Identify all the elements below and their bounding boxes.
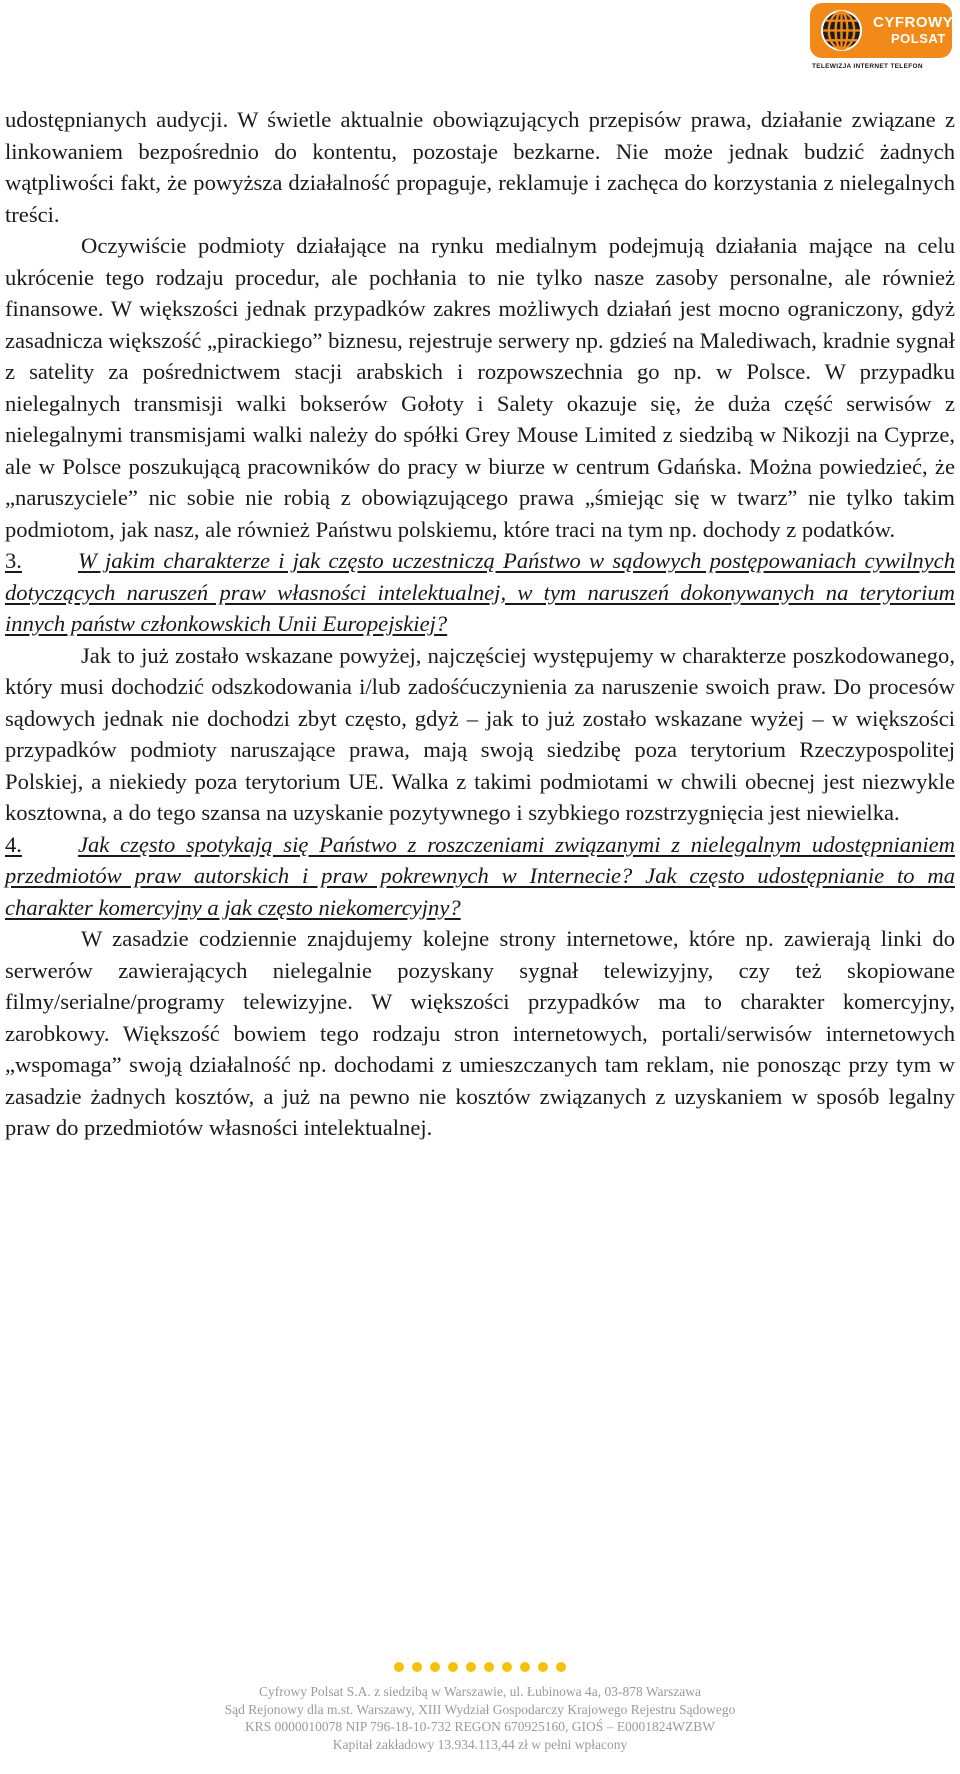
question-4-number: 4.: [5, 831, 22, 857]
question-3-text: W jakim charakterze i jak często uczestniczą Państwo w sądowych postępowaniach cywilnych dotyczących naruszeń praw własności intelektualnej, w tym naruszeń dokonywanych na terytorium innych państw członkowskich Unii Europejskiej?: [5, 548, 955, 636]
paragraph-piracy: Oczywiście podmioty działające na rynku medialnym podejmują działania mające na celu ukrócenie tego rodzaju procedur, ale pochłania to nie tylko nasze zasoby personalne, ale również finansowe. W większości jednak przypadków zakres możliwych działań jest mocno ograniczony, gdyż zasadnicza większość „pirackiego” biznesu, rejestruje serwery np. gdzieś na Malediwach, kradnie sygnał z satelity za pośrednictwem stacji arabskich i rozpowszechnia go np. w Polsce. W przypadku nielegalnych transmisji walki bokserów Gołoty i Salety okazuje się, że duża część serwisów z nielegalnymi transmisjami walki należy do spółki Grey Mouse Limited z siedzibą w Nikozji na Cyprze, ale w Polsce poszukującą pracowników do pracy w biurze w centrum Gdańska. Można powiedzieć, że „naruszyciele” nic sobie nie robią z obowiązującego prawa „śmiejąc się w twarz” nie tylko takim podmiotom, jak nasz, ale również Państwu polskiemu, które traci na tym np. dochody z podatków.: [5, 233, 955, 542]
answer-3: Jak to już zostało wskazane powyżej, najczęściej występujemy w charakterze poszkodowanego, który musi dochodzić odszkodowania i/lub zadośćuczynienia za naruszenie swoich praw. Do procesów sądowych jednak nie dochodzi zbyt często, gdyż – jak to już zostało wskazane wyżej – w większości przypadków podmioty naruszające prawa, mają swoją siedzibę poza terytorium Rzeczypospolitej Polskiej, a niekiedy poza terytorium UE. Walka z takimi podmiotami w chwili obecnej jest niezwykle kosztowna, a do tego szansa na uzyskanie pozytywnego i szybkiego rozstrzygnięcia jest niewielka.: [5, 642, 955, 825]
question-4: [5, 829, 955, 924]
logo-text-line2: POLSAT: [891, 31, 946, 46]
footer-line-registry: KRS 0000010078 NIP 796-18-10-732 REGON 670925160, GIOŚ – E0001824WZBW: [244, 1719, 716, 1735]
footer-line-court: Sąd Rejonowy dla m.st. Warszawy, XIII Wydział Gospodarczy Krajowego Rejestru Sądowego: [224, 1701, 736, 1717]
footer-dots-divider: [394, 1662, 566, 1674]
logo-text-line1: CYFROWY: [873, 14, 954, 31]
footer-line-address: Cyfrowy Polsat S.A. z siedzibą w Warszawie, ul. Łubinowa 4a, 03-878 Warszawa: [259, 1684, 701, 1699]
company-footer: [0, 1683, 960, 1753]
footer-line-capital: Kapitał zakładowy 13.934.113,44 zł w pełni wpłacony: [332, 1736, 628, 1752]
globe-icon: [819, 8, 864, 53]
logo-badge: [810, 3, 952, 58]
question-4-text: Jak często spotykają się Państwo z roszczeniami związanymi z nielegalnym udostępnianiem przedmiotów praw autorskich i praw pokrewnych w Internecie? Jak często udostępnianie to ma charakter komercyjny a jak często niekomercyjny?: [5, 831, 955, 920]
logo-tagline: TELEWIZJA INTERNET TELEFON: [812, 63, 923, 70]
document-body: [5, 104, 955, 1144]
company-logo: [810, 3, 955, 73]
answer-4: W zasadzie codziennie znajdujemy kolejne strony internetowe, które np. zawierają linki do serwerów zawierających nielegalnie pozyskany sygnał telewizyjny, czy też skopiowane filmy/serialne/programy telewizyjne. W większości przypadków ma to charakter komercyjny, zarobkowy. Większość bowiem tego rodzaju stron internetowych, portali/serwisów internetowych „wspomaga” swoją działalność np. dochodami z umieszczanych tam reklam, nie ponosząc przy tym w zasadzie żadnych kosztów, a już na pewno nie kosztów związanych z uzyskaniem w sposób legalny praw do przedmiotów własności intelektualnej.: [5, 926, 955, 1140]
paragraph-continued: udostępnianych audycji. W świetle aktualnie obowiązujących przepisów prawa, działanie związane z linkowaniem bezpośrednio do kontentu, pozostaje bezkarne. Nie może jednak budzić żadnych wątpliwości fakt, że powyższa działalność propaguje, reklamuje i zachęca do korzystania z nielegalnych treści.: [5, 107, 955, 227]
question-3-number: 3.: [5, 548, 22, 573]
question-3: [5, 545, 955, 640]
